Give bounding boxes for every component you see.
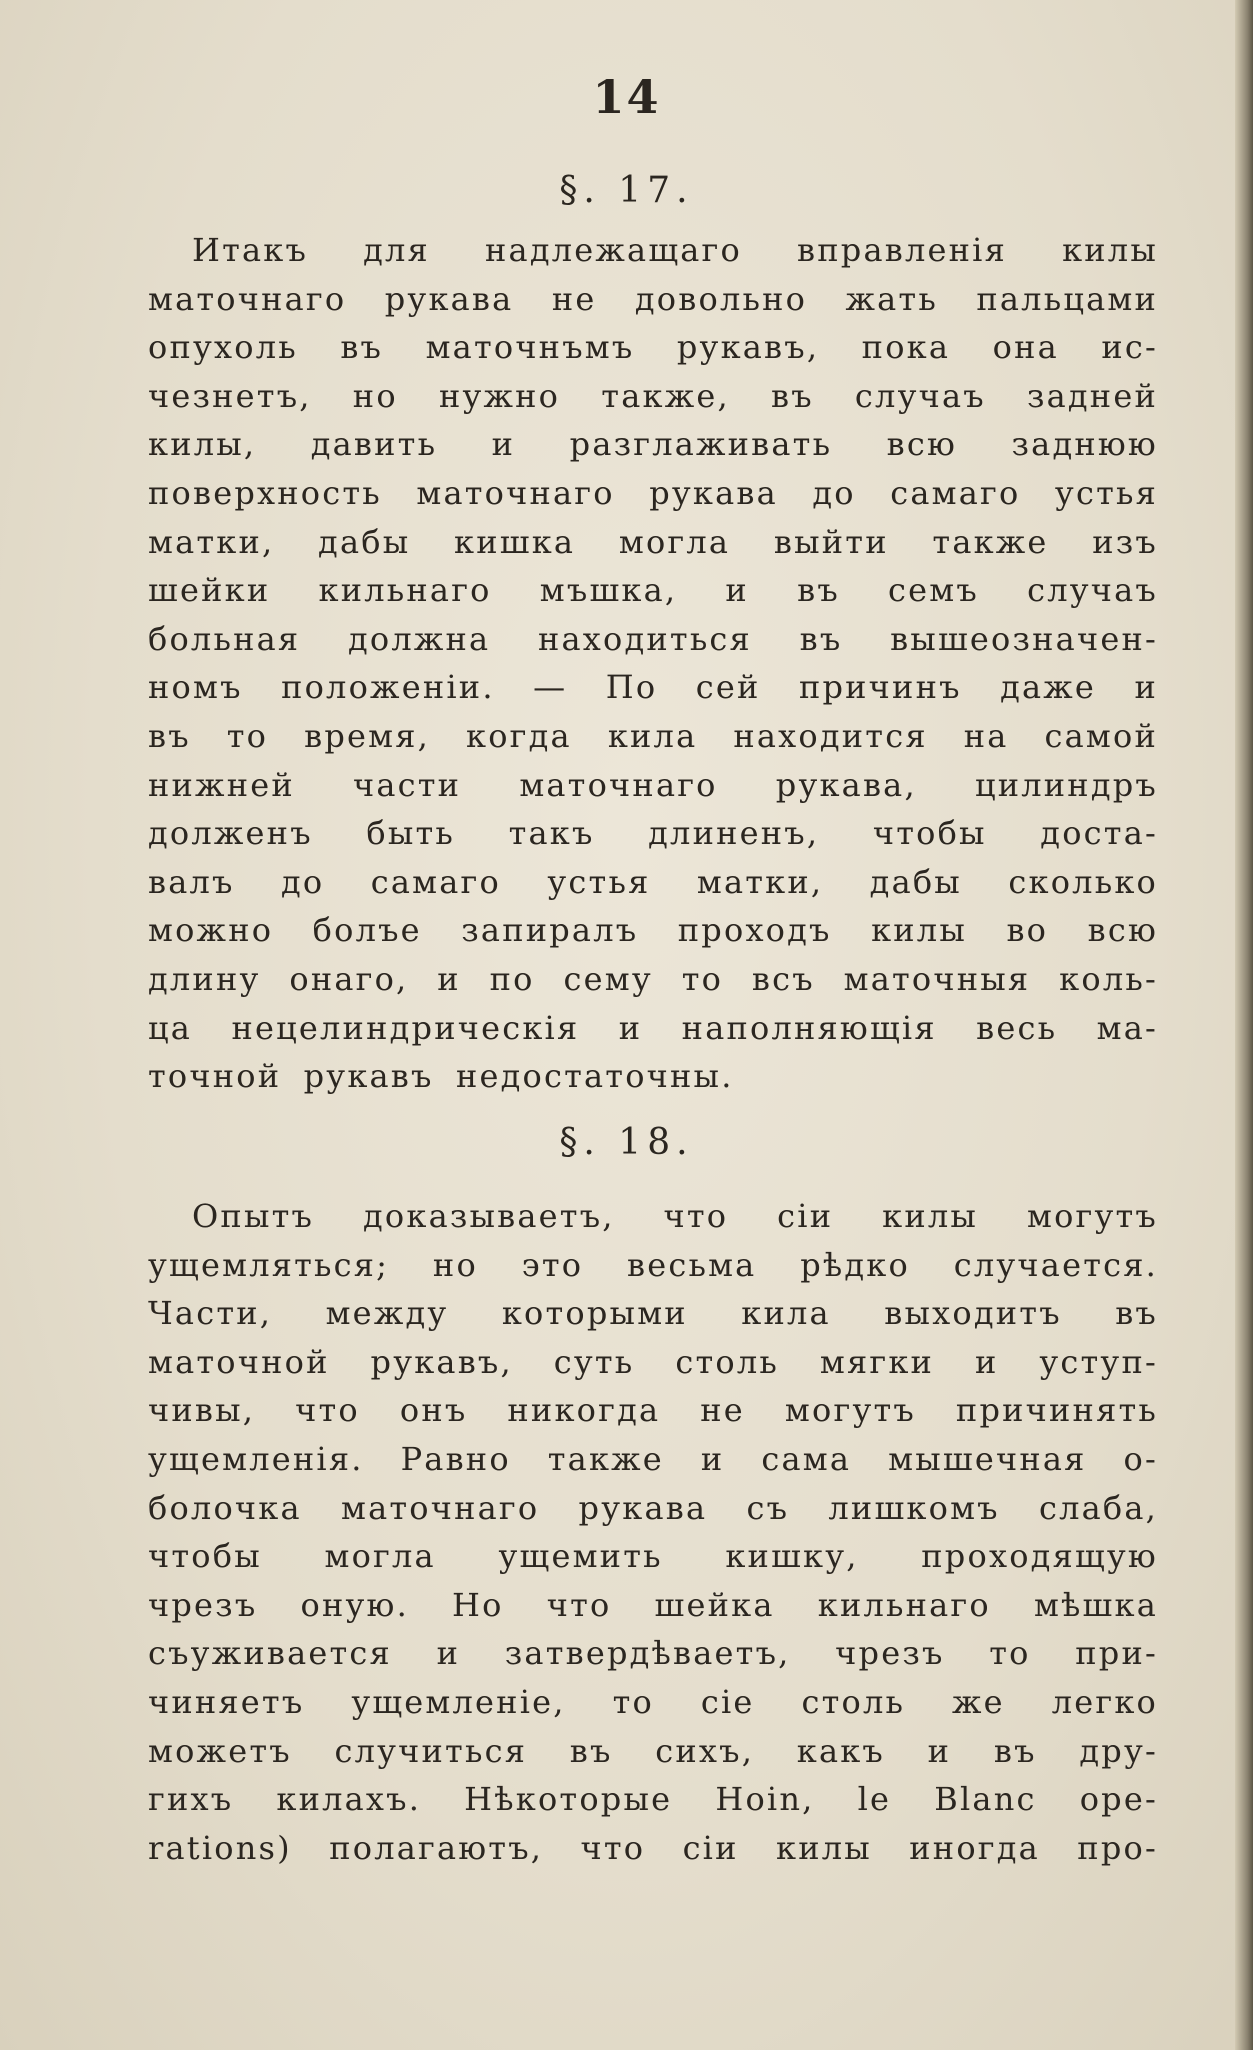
text-line: болочка маточнаго рукава съ лишкомъ слаба, xyxy=(148,1488,1158,1527)
text-line: поверхность маточнаго рукава до самаго устья xyxy=(148,473,1158,512)
text-line: Итакъ для надлежащаго вправленія килы xyxy=(192,231,1158,269)
text-line: чтобы могла ущемить кишку, проходящую xyxy=(148,1537,1158,1576)
text-line: чивы, что онъ никогда не могутъ причинять xyxy=(148,1391,1158,1430)
text-line: ца нецелиндрическія и наполняющія весь ма- xyxy=(148,1008,1158,1047)
page-edge-shadow xyxy=(1235,0,1253,2050)
text-line: чрезъ оную. Но что шейка кильнаго мѣшка xyxy=(148,1585,1158,1624)
section-heading-17: §. 17. xyxy=(559,170,694,211)
text-line: номъ положеніи. — По сей причинъ даже и xyxy=(148,668,1158,707)
text-line: можетъ случиться въ сихъ, какъ и въ дру- xyxy=(148,1731,1158,1770)
text-line: больная должна находиться въ вышеозначен- xyxy=(148,619,1158,658)
text-line: длину онаго, и по сему то всъ маточныя коль- xyxy=(148,959,1158,998)
text-line: гихъ килахъ. Нѣкоторые Hoin, le Blanc ope- xyxy=(148,1780,1158,1819)
text-line: шейки кильнаго мъшка, и въ семъ случаъ xyxy=(148,571,1158,610)
text-line: можно болъе запиралъ проходъ килы во всю xyxy=(148,911,1158,950)
text-line: точной рукавъ недостаточны. xyxy=(148,1057,734,1096)
text-line: опухоль въ маточнъмъ рукавъ, пока она ис- xyxy=(148,328,1158,367)
text-line: валъ до самаго устья матки, дабы сколько xyxy=(148,862,1158,901)
page-number: 14 xyxy=(592,70,661,124)
text-line: чиняетъ ущемленіе, то сіе столь же легко xyxy=(148,1682,1158,1721)
text-line: rations) полагаютъ, что сіи килы иногда про- xyxy=(148,1828,1158,1867)
text-line: ущемляться; но это весьма рѣдко случается. xyxy=(148,1245,1158,1284)
section-18-text xyxy=(148,1192,1158,1872)
text-line: маточнаго рукава не довольно жать пальцами xyxy=(148,279,1158,318)
text-line: матки, дабы кишка могла выйти также изъ xyxy=(148,522,1158,561)
text-line: съуживается и затвердѣваетъ, чрезъ то при- xyxy=(148,1634,1158,1673)
text-line: въ то время, когда кила находится на самой xyxy=(148,716,1158,755)
text-line: нижней части маточнаго рукава, цилиндръ xyxy=(148,765,1158,804)
text-line: Части, между которыми кила выходитъ въ xyxy=(148,1294,1158,1333)
text-line: маточной рукавъ, суть столь мягки и уступ- xyxy=(148,1342,1158,1381)
section-heading-18: §. 18. xyxy=(559,1122,694,1163)
section-17-text xyxy=(148,226,1158,1101)
text-line: Опытъ доказываетъ, что сіи килы могутъ xyxy=(192,1197,1158,1235)
text-line: ущемленія. Равно также и сама мышечная о- xyxy=(148,1439,1158,1478)
text-line: чезнетъ, но нужно также, въ случаъ задней xyxy=(148,376,1158,415)
text-line: долженъ быть такъ длиненъ, чтобы доста- xyxy=(148,814,1158,853)
text-line: килы, давить и разглаживать всю заднюю xyxy=(148,425,1158,464)
